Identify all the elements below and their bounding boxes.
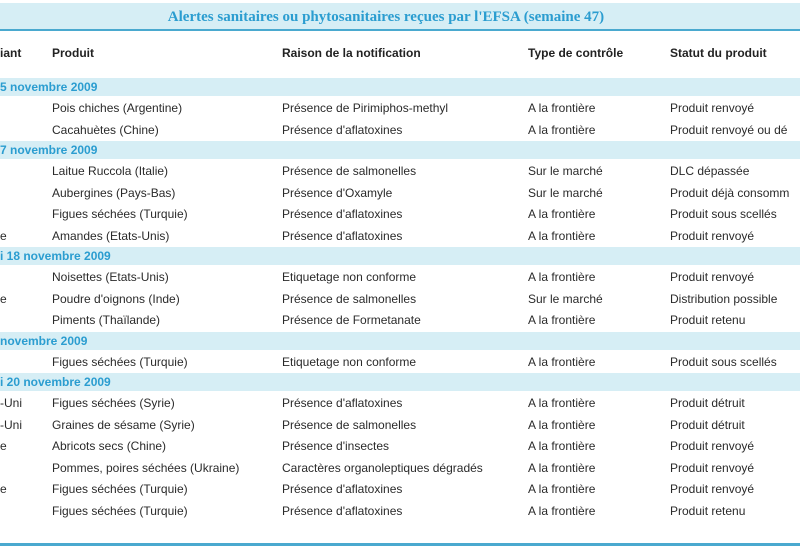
cell-controle: Sur le marché (528, 291, 603, 306)
cell-produit: Pommes, poires séchées (Ukraine) (52, 460, 240, 475)
cell-notifiant: -Uni (0, 396, 23, 410)
date-group-band (0, 78, 800, 96)
header-statut: Statut du produit (670, 46, 767, 60)
cell-controle: A la frontière (528, 354, 596, 369)
table-header-row (0, 36, 800, 72)
table-row (0, 392, 800, 413)
cell-controle: A la frontière (528, 313, 596, 327)
cell-produit: Figues séchées (Turquie) (52, 482, 188, 496)
table-row (0, 478, 800, 499)
date-group-band (0, 247, 800, 265)
cell-raison: Présence d'aflatoxines (282, 396, 403, 410)
cell-raison: Etiquetage non conforme (282, 270, 417, 284)
cell-produit: Poudre d'oignons (Inde) (52, 291, 180, 306)
cell-raison: Présence d'aflatoxines (282, 122, 403, 137)
table-row (0, 435, 800, 456)
cell-controle: A la frontière (528, 439, 596, 453)
cell-raison: Etiquetage non conforme (282, 354, 417, 369)
cell-statut: Produit renvoyé (670, 270, 755, 284)
cell-raison: Présence de Pirimiphos-methyl (282, 101, 449, 115)
table-row (0, 266, 800, 287)
cell-controle: A la frontière (528, 270, 596, 284)
cell-statut: Produit sous scellés (670, 354, 777, 369)
table-title: Alertes sanitaires ou phytosanitaires reçues par l'EFSA (semaine 47) (167, 9, 605, 25)
table-row (0, 414, 800, 435)
cell-statut: Produit renvoyé (670, 439, 755, 453)
cell-raison: Présence d'Oxamyle (282, 185, 393, 200)
cell-raison: Présence d'aflatoxines (282, 228, 403, 243)
cell-controle: A la frontière (528, 122, 596, 137)
cell-controle: A la frontière (528, 460, 596, 475)
cell-statut: Produit renvoyé (670, 460, 755, 475)
cell-controle: A la frontière (528, 101, 596, 115)
cell-statut: Distribution possible (670, 291, 778, 306)
date-group-label: i 18 novembre 2009 (0, 249, 111, 263)
cell-produit: Figues séchées (Turquie) (52, 354, 188, 369)
header-controle: Type de contrôle (528, 46, 624, 60)
table-row (0, 309, 800, 330)
date-group-band (0, 332, 800, 350)
header-produit: Produit (52, 46, 94, 60)
cell-raison: Présence de Formetanate (282, 313, 421, 327)
cell-controle: A la frontière (528, 482, 596, 496)
cell-notifiant: -Uni (0, 417, 23, 432)
table-row (0, 351, 800, 372)
cell-produit: Pois chiches (Argentine) (52, 101, 183, 115)
cell-controle: A la frontière (528, 417, 596, 432)
cell-produit: Graines de sésame (Syrie) (52, 417, 195, 432)
cell-statut: Produit renvoyé (670, 101, 755, 115)
cell-statut: Produit renvoyé (670, 228, 755, 243)
cell-produit: Piments (Thaïlande) (52, 313, 161, 327)
cell-statut: Produit renvoyé ou dé (670, 122, 788, 137)
cell-produit: Figues séchées (Turquie) (52, 207, 188, 221)
cell-statut: Produit renvoyé (670, 482, 755, 496)
cell-statut: Produit détruit (670, 417, 745, 432)
cell-produit: Laitue Ruccola (Italie) (52, 164, 169, 178)
cell-statut: Produit retenu (670, 313, 746, 327)
cell-produit: Figues séchées (Turquie) (52, 503, 188, 518)
cell-produit: Amandes (Etats-Unis) (52, 228, 170, 243)
date-group-label: 7 novembre 2009 (0, 143, 98, 157)
cell-controle: A la frontière (528, 207, 596, 221)
cell-raison: Présence d'aflatoxines (282, 503, 403, 518)
cell-controle: A la frontière (528, 228, 596, 243)
cell-produit: Cacahuètes (Chine) (52, 122, 159, 137)
cell-raison: Présence d'aflatoxines (282, 207, 403, 221)
table-row (0, 182, 800, 203)
header-raison: Raison de la notification (282, 46, 421, 60)
cell-controle: A la frontière (528, 396, 596, 410)
header-notifiant: iant (0, 46, 22, 60)
table-row (0, 457, 800, 478)
cell-raison: Présence de salmonelles (282, 164, 417, 178)
cell-raison: Présence de salmonelles (282, 417, 417, 432)
cell-notifiant: e (0, 228, 7, 243)
table-row (0, 119, 800, 140)
cell-produit: Noisettes (Etats-Unis) (52, 270, 169, 284)
cell-notifiant: e (0, 291, 7, 306)
cell-statut: DLC dépassée (670, 164, 750, 178)
table-row (0, 225, 800, 246)
date-group-band (0, 373, 800, 391)
date-group-label: novembre 2009 (0, 333, 88, 348)
cell-notifiant: e (0, 439, 7, 453)
date-group-label: i 20 novembre 2009 (0, 375, 111, 389)
table-row (0, 288, 800, 309)
table-row (0, 500, 800, 521)
date-group-band (0, 141, 800, 159)
table-bottom-rule (0, 543, 800, 546)
cell-produit: Figues séchées (Syrie) (52, 396, 175, 410)
table-row (0, 203, 800, 224)
cell-raison: Caractères organoleptiques dégradés (282, 460, 483, 475)
cell-produit: Abricots secs (Chine) (52, 439, 167, 453)
cell-statut: Produit retenu (670, 503, 746, 518)
cell-statut: Produit sous scellés (670, 207, 777, 221)
cell-controle: Sur le marché (528, 185, 603, 200)
table-row (0, 97, 800, 118)
cell-statut: Produit détruit (670, 396, 745, 410)
cell-raison: Présence d'insectes (282, 439, 390, 453)
cell-raison: Présence d'aflatoxines (282, 482, 403, 496)
table-row (0, 160, 800, 181)
cell-statut: Produit déjà consomm (670, 185, 790, 200)
cell-controle: A la frontière (528, 503, 596, 518)
cell-produit: Aubergines (Pays-Bas) (52, 185, 176, 200)
cell-raison: Présence de salmonelles (282, 291, 417, 306)
date-group-label: 5 novembre 2009 (0, 80, 98, 94)
cell-controle: Sur le marché (528, 164, 603, 178)
cell-notifiant: e (0, 482, 7, 496)
table-title-bar (0, 3, 800, 31)
